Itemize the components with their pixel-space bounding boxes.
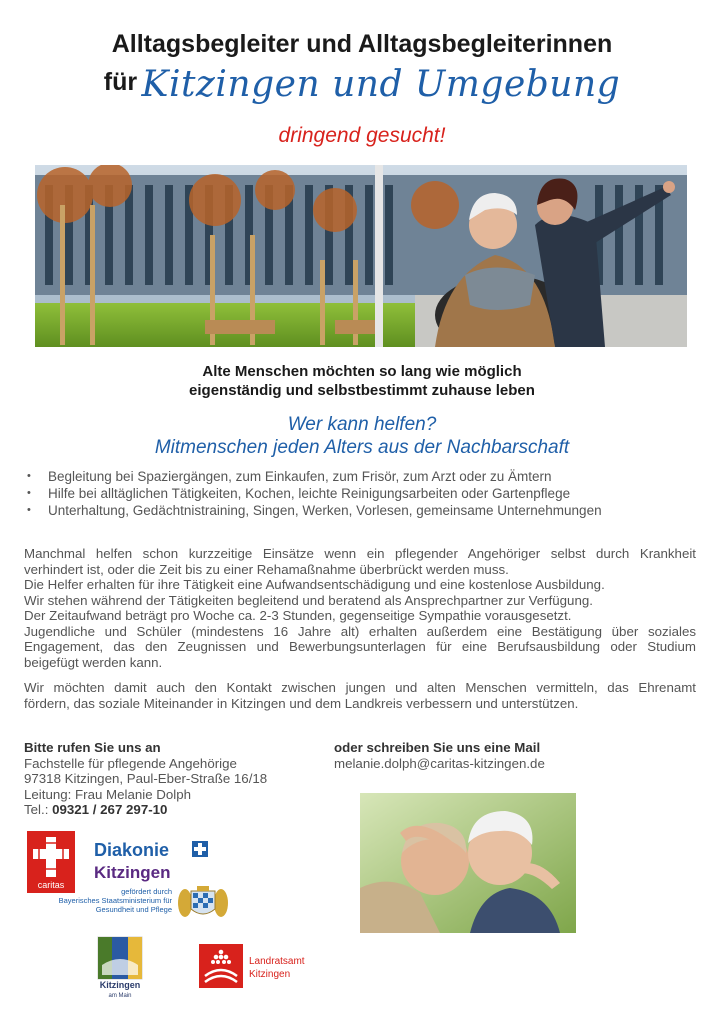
paragraph-line: fördern, das soziale Miteinander in Kitzingen und dem Landkreis verbessern und unterstützen. <box>24 695 579 711</box>
funding-line: Gesundheit und Pflege <box>95 905 172 914</box>
email-link[interactable]: melanie.dolph@caritas-kitzingen.de <box>334 755 545 771</box>
lead-line: Alte Menschen möchten so lang wie möglich <box>202 363 522 380</box>
diakonie-kitzingen-text: Kitzingen <box>94 863 171 882</box>
contact-phone-block <box>24 740 267 818</box>
phone-number-link[interactable]: 09321 / 267 297-10 <box>52 802 168 817</box>
contact-phone <box>24 802 267 818</box>
help-heading <box>0 413 724 459</box>
contact-mail-block <box>334 740 545 771</box>
paragraph-line: Die Helfer erhalten für ihre Tätigkeit eine Aufwandsentschädigung und eine kostenlose Ausbildung. <box>24 577 605 592</box>
funding-line: gefördert durch <box>121 887 172 896</box>
paragraph-line: Wir möchten damit auch den Kontakt zwischen jungen und alten Menschen vermitteln, das Ehrenamt <box>24 680 696 695</box>
contact-mail-heading: oder schreiben Sie uns eine Mail <box>334 740 541 755</box>
kitzingen-am-main-logo <box>94 935 146 1001</box>
page-title-location <box>0 64 724 105</box>
contact-address: 97318 Kitzingen, Paul-Eber-Straße 16/18 <box>24 771 268 786</box>
lead-line: eigenständig und selbstbestimmt zuhause leben <box>189 382 535 399</box>
info-paragraph <box>24 546 696 670</box>
list-item: • Begleitung bei Spaziergängen, zum Einkaufen, zum Frisör, zum Arzt oder zu Ämtern <box>24 468 602 485</box>
contact-call-heading: Bitte rufen Sie uns an <box>24 740 161 755</box>
task-list <box>24 468 602 519</box>
funding-note <box>24 887 172 914</box>
paragraph-line: verhindert ist, oder die Zeit bis zu einer Rehamaßnahme überbrückt werden muss. <box>24 561 509 577</box>
landratsamt-logo <box>199 944 319 988</box>
paragraph-line: Jugendliche und Schüler (mindestens 16 Jahre alt) erhalten außerdem eine Bestätigung über soziales <box>24 623 696 639</box>
am-main-text: am Main <box>108 993 132 999</box>
bavarian-coat-of-arms <box>177 885 229 921</box>
caritas-logo-text: caritas <box>37 880 65 890</box>
paragraph-line: Manchmal helfen schon kurzzeitige Einsätze wenn ein pflegender Angehöriger selbst durch Krankheit <box>24 546 696 561</box>
landratsamt-text: Landratsamt <box>249 956 305 967</box>
diakonie-logo-text: Diakonie <box>94 840 170 860</box>
lead-text <box>0 362 724 400</box>
funding-line: Bayerisches Staatsministerium für <box>58 896 172 905</box>
help-answer: Mitmenschen jeden Alters aus der Nachbarschaft <box>154 437 570 458</box>
page-title: Alltagsbegleiter und Alltagsbegleiterinnen <box>111 30 613 58</box>
paragraph-line: Wir stehen während der Tätigkeiten begleitend und beratend als Ansprechpartner zur Verfügung. <box>24 592 593 608</box>
page-subtitle: dringend gesucht! <box>278 124 446 147</box>
kitzingen-logo-text: Kitzingen <box>99 980 141 990</box>
title-script-location: Kitzingen und Umgebung <box>141 64 621 105</box>
list-item: • Unterhaltung, Gedächtnistraining, Singen, Werken, Vorlesen, gemeinsame Unternehmungen <box>24 502 602 519</box>
contact-leader: Leitung: Frau Melanie Dolph <box>24 786 192 802</box>
goal-paragraph <box>24 680 696 711</box>
help-question: Wer kann helfen? <box>287 414 437 435</box>
paragraph-line: Der Zeitaufwand beträgt pro Woche ca. 2-3 Stunden, gegenseitige Sympathie vorausgesetzt. <box>24 608 572 623</box>
diakonie-logo <box>92 836 222 886</box>
paragraph-line: Engagement, das den Zeugnissen und Bewerbungsunterlagen für eine Berufsausbildung oder Studium <box>24 639 696 654</box>
hero-photo <box>35 165 687 347</box>
list-item: • Hilfe bei alltäglichen Tätigkeiten, Kochen, leichte Reinigungsarbeiten oder Gartenpflege <box>24 485 602 502</box>
phone-label: Tel.: <box>24 802 49 817</box>
contact-org: Fachstelle für pflegende Angehörige <box>24 755 237 771</box>
seniors-photo <box>360 793 576 933</box>
paragraph-line: beigefügt werden kann. <box>24 654 163 670</box>
caritas-logo <box>27 831 75 893</box>
title-fuer: für <box>103 68 138 96</box>
landratsamt-kitzingen-text: Kitzingen <box>249 969 291 980</box>
